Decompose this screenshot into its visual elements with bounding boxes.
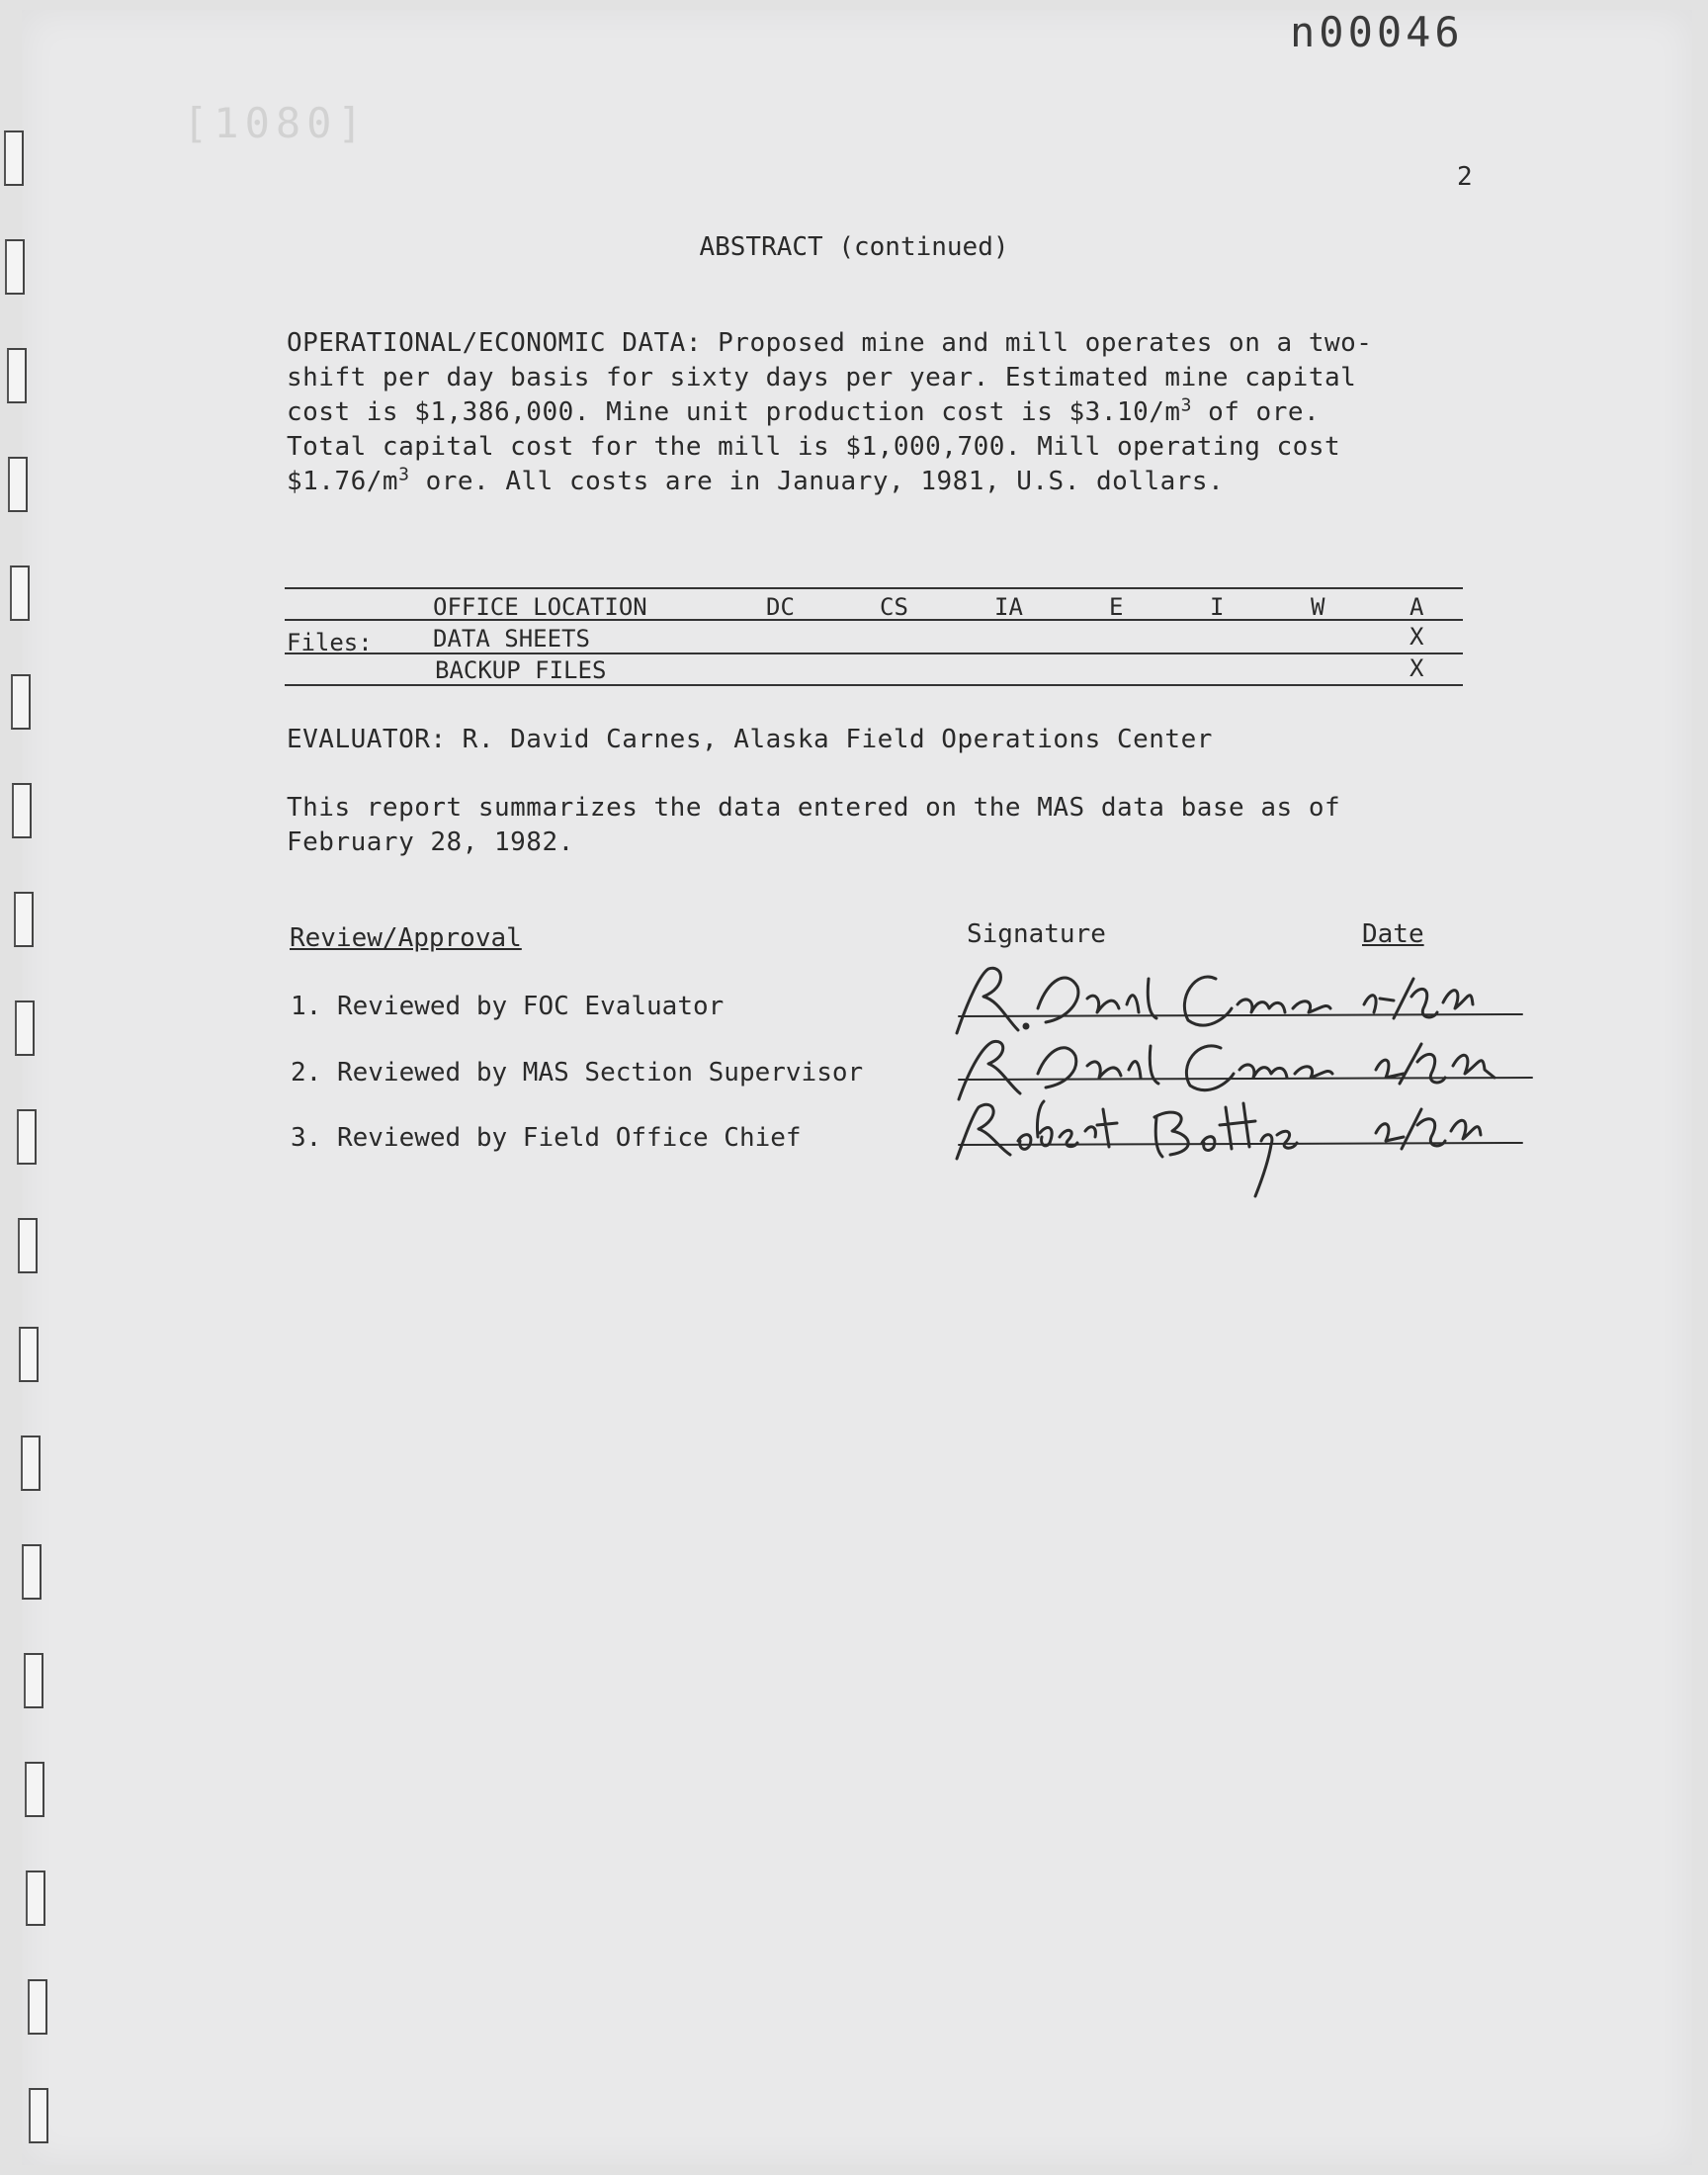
column-header: CS: [880, 593, 908, 621]
operational-line-3-text: cost is $1,386,000. Mine unit production cost is $3.10/m: [287, 397, 1181, 427]
signature-1-surname: [1184, 977, 1330, 1025]
operational-line-5-text: $1.76/m: [287, 467, 399, 496]
column-header: DC: [766, 593, 795, 621]
review-item: 3. Reviewed by Field Office Chief: [291, 1123, 802, 1153]
document-number: n00046: [1290, 8, 1464, 56]
column-header: A: [1409, 593, 1424, 621]
review-item: 1. Reviewed by FOC Evaluator: [291, 992, 725, 1021]
operational-line-5: [287, 465, 1458, 499]
operational-line-3: [287, 395, 1458, 430]
punch-hole: [21, 1436, 41, 1491]
table-row-mark: X: [1409, 623, 1424, 651]
punch-hole: [18, 1218, 38, 1273]
column-header: W: [1311, 593, 1325, 621]
column-header: E: [1109, 593, 1124, 621]
punch-hole: [15, 1000, 35, 1056]
punch-hole: [29, 2088, 48, 2143]
handwritten-signatures: [929, 939, 1572, 1206]
operational-line-1: OPERATIONAL/ECONOMIC DATA: Proposed mine and mill operates on a two-: [287, 328, 1373, 358]
table-rule: [285, 684, 1463, 686]
punch-hole: [25, 1762, 44, 1817]
office-location-header: OFFICE LOCATION: [433, 593, 647, 621]
signature-3-surname: [1154, 1103, 1297, 1196]
evaluator-line: EVALUATOR: R. David Carnes, Alaska Field Operations Center: [287, 725, 1213, 754]
column-header: I: [1210, 593, 1225, 621]
superscript: 3: [1180, 394, 1192, 416]
page-number: 2: [1457, 162, 1473, 192]
review-approval-heading: Review/Approval: [290, 923, 522, 953]
summary-paragraph: [287, 791, 1458, 860]
punch-hole: [22, 1544, 42, 1600]
summary-line-2: February 28, 1982.: [287, 827, 574, 857]
punch-hole: [11, 674, 31, 730]
page-title: ABSTRACT (continued): [699, 232, 1009, 262]
faded-stamp-text: [1080]: [183, 99, 369, 147]
table-row-label: BACKUP FILES: [435, 656, 607, 684]
files-label: Files:: [287, 629, 373, 656]
superscript: 3: [398, 464, 410, 485]
operational-line-2: shift per day basis for sixty days per year. Estimated mine capital: [287, 363, 1357, 392]
table-rule: [285, 652, 1463, 654]
punch-hole: [7, 348, 27, 403]
signature-3-given-name: [957, 1101, 1117, 1159]
review-item: 2. Reviewed by MAS Section Supervisor: [291, 1058, 864, 1088]
signature-line-1: [959, 1014, 1522, 1016]
signature-heading: Signature: [967, 919, 1106, 949]
signature-1-date: [1364, 979, 1473, 1018]
punch-hole: [26, 1870, 45, 1926]
operational-line-5-tail: ore. All costs are in January, 1981, U.S. dollars.: [409, 467, 1225, 496]
table-row-mark: X: [1409, 654, 1424, 682]
signature-1-stroke: [957, 968, 1018, 1033]
operational-paragraph: [287, 326, 1458, 499]
table-rule: [285, 587, 1463, 589]
punch-hole: [12, 783, 32, 838]
punch-hole: [8, 457, 28, 512]
punch-hole: [4, 130, 24, 186]
punch-hole: [14, 892, 34, 947]
date-heading: Date: [1362, 919, 1424, 949]
column-header: IA: [994, 593, 1023, 621]
summary-line-1: This report summarizes the data entered on the MAS data base as of: [287, 793, 1341, 823]
table-row-label: DATA SHEETS: [433, 625, 590, 652]
punch-hole: [24, 1653, 43, 1708]
punch-hole: [19, 1327, 39, 1382]
punch-hole: [10, 566, 30, 621]
operational-line-4: Total capital cost for the mill is $1,000,700. Mill operating cost: [287, 432, 1341, 462]
punch-hole: [17, 1109, 37, 1165]
punch-hole: [28, 1979, 47, 2035]
operational-line-3-tail: of ore.: [1191, 397, 1321, 427]
